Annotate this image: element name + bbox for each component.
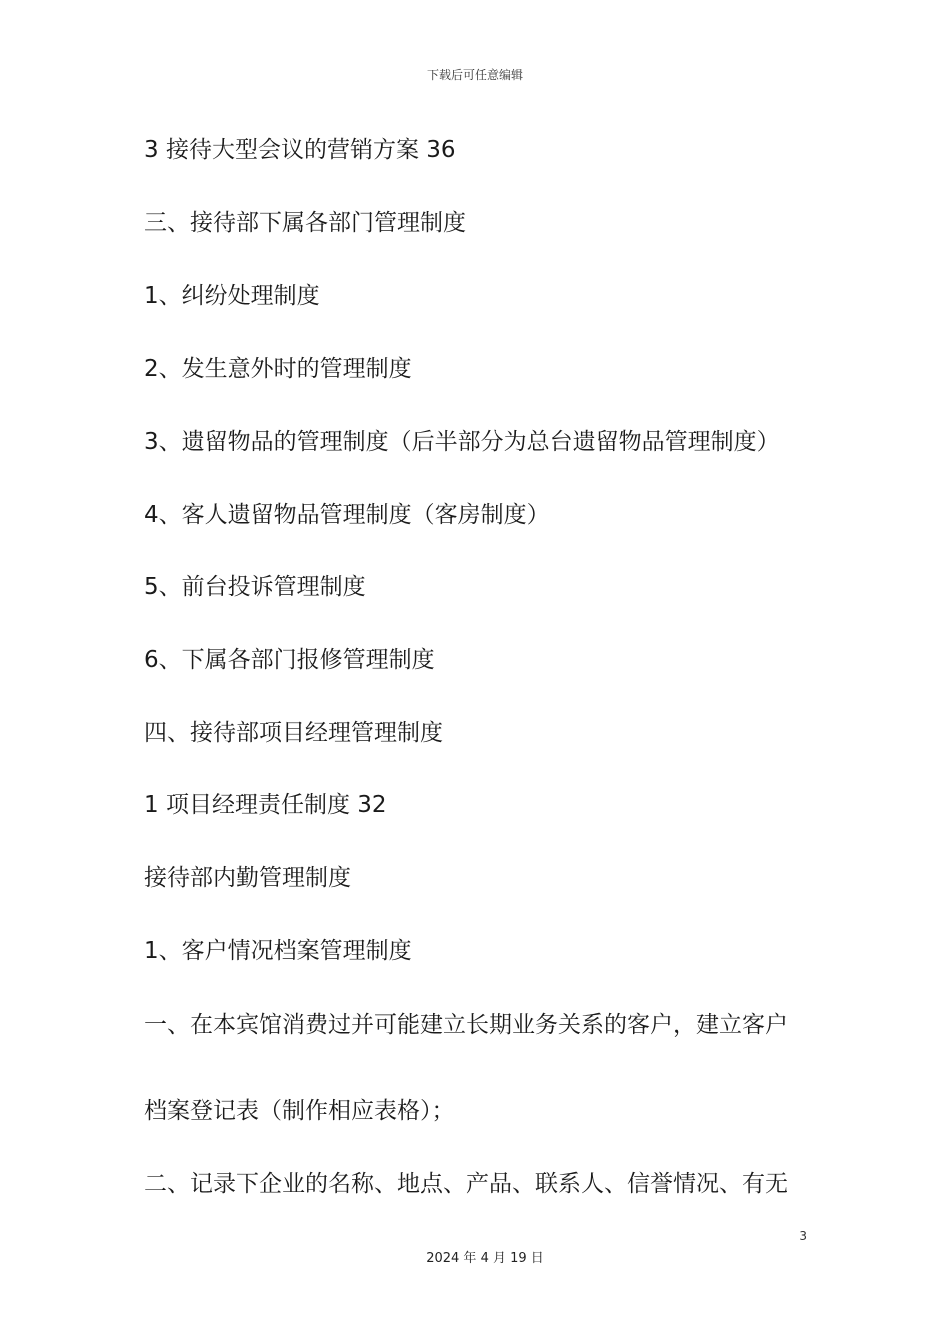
toc-line: 4、客人遗留物品管理制度（客房制度） bbox=[144, 502, 550, 528]
page-header-note: 下载后可任意编辑 bbox=[426, 68, 523, 82]
page-number: 3 bbox=[799, 1229, 807, 1243]
section-heading: 接待部内勤管理制度 bbox=[144, 865, 351, 891]
page-footer-date: 2024 年 4 月 19 日 bbox=[426, 1251, 544, 1266]
paragraph-line: 一、在本宾馆消费过并可能建立长期业务关系的客户，建立客户 bbox=[144, 1012, 788, 1038]
paragraph-line: 档案登记表（制作相应表格）； bbox=[144, 1098, 455, 1124]
toc-line: 1 项目经理责任制度 32 bbox=[144, 792, 387, 818]
toc-line: 1、纠纷处理制度 bbox=[144, 283, 320, 309]
paragraph-line: 二、记录下企业的名称、地点、产品、联系人、信誉情况、有无 bbox=[144, 1171, 788, 1197]
section-heading: 四、接待部项目经理管理制度 bbox=[144, 720, 443, 746]
section-heading: 三、接待部下属各部门管理制度 bbox=[144, 210, 466, 236]
toc-line: 3 接待大型会议的营销方案 36 bbox=[144, 137, 456, 163]
toc-line: 2、发生意外时的管理制度 bbox=[144, 356, 412, 382]
toc-line: 5、前台投诉管理制度 bbox=[144, 574, 366, 600]
toc-line: 6、下属各部门报修管理制度 bbox=[144, 647, 435, 673]
subsection-heading: 1、客户情况档案管理制度 bbox=[144, 938, 412, 964]
toc-line: 3、遗留物品的管理制度（后半部分为总台遗留物品管理制度） bbox=[144, 429, 780, 455]
